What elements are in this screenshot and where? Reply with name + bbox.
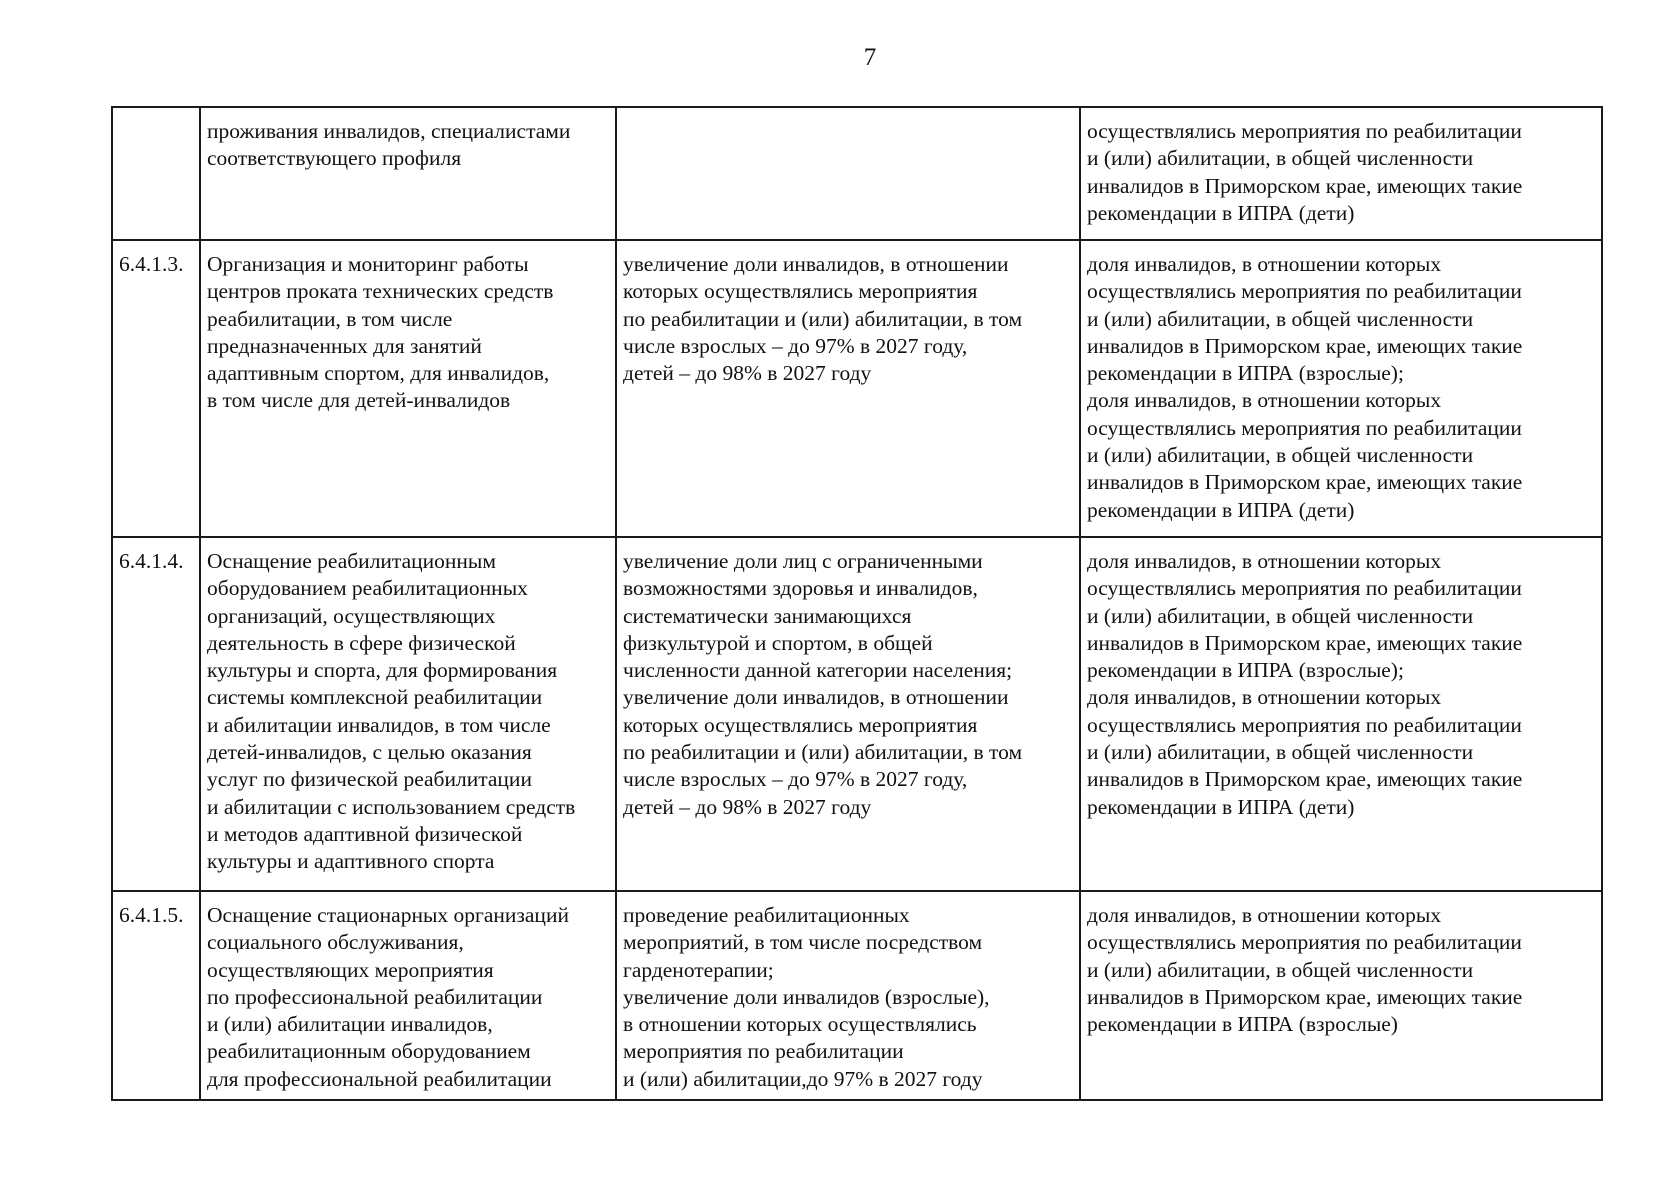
activity-cell: Организация и мониторинг работы центров проката технических средств реабилитации, в том числе предназначенных для занятий адаптивным спортом, для инвалидов, в том числе для детей-инвалидов xyxy=(200,240,616,537)
result-cell: увеличение доли инвалидов, в отношении которых осуществлялись мероприятия по реабилитации и (или) абилитации, в том числе взрослых – до 97% в 2027 году, детей – до 98% в 2027 году xyxy=(616,240,1080,537)
table-row xyxy=(112,107,1602,240)
indicator-cell: доля инвалидов, в отношении которых осуществлялись мероприятия по реабилитации и (или) абилитации, в общей численности инвалидов в Приморском крае, имеющих такие рекомендации в ИПРА (взрослые); доля инвалидов, в отношении которых осуществлялись мероприятия по реабилитации и (или) абилитации, в общей численности инвалидов в Приморском крае, имеющих такие рекомендации в ИПРА (дети) xyxy=(1080,537,1602,891)
row-number: 6.4.1.5. xyxy=(112,891,200,1100)
table-row xyxy=(112,537,1602,891)
table-row xyxy=(112,891,1602,1100)
activity-cell: проживания инвалидов, специалистами соответствующего профиля xyxy=(200,107,616,240)
result-cell xyxy=(616,107,1080,240)
indicator-cell: осуществлялись мероприятия по реабилитации и (или) абилитации, в общей численности инвалидов в Приморском крае, имеющих такие рекомендации в ИПРА (дети) xyxy=(1080,107,1602,240)
activity-cell: Оснащение реабилитационным оборудованием реабилитационных организаций, осуществляющих деятельность в сфере физической культуры и спорта, для формирования системы комплексной реабилитации и абилитации инвалидов, в том числе детей-инвалидов, с целью оказания услуг по физической реабилитации и абилитации с использованием средств и методов адаптивной физической культуры и адаптивного спорта xyxy=(200,537,616,891)
result-cell: увеличение доли лиц с ограниченными возможностями здоровья и инвалидов, систематически занимающихся физкультурой и спортом, в общей численности данной категории населения; увеличение доли инвалидов, в отношении которых осуществлялись мероприятия по реабилитации и (или) абилитации, в том числе взрослых – до 97% в 2027 году, детей – до 98% в 2027 году xyxy=(616,537,1080,891)
activity-cell: Оснащение стационарных организаций социального обслуживания, осуществляющих мероприятия по профессиональной реабилитации и (или) абилитации инвалидов, реабилитационным оборудованием для профессиональной реабилитации xyxy=(200,891,616,1100)
measures-table xyxy=(111,106,1603,1101)
indicator-cell: доля инвалидов, в отношении которых осуществлялись мероприятия по реабилитации и (или) абилитации, в общей численности инвалидов в Приморском крае, имеющих такие рекомендации в ИПРА (взрослые); доля инвалидов, в отношении которых осуществлялись мероприятия по реабилитации и (или) абилитации, в общей численности инвалидов в Приморском крае, имеющих такие рекомендации в ИПРА (дети) xyxy=(1080,240,1602,537)
page-number: 7 xyxy=(863,44,877,71)
row-number: 6.4.1.3. xyxy=(112,240,200,537)
indicator-cell: доля инвалидов, в отношении которых осуществлялись мероприятия по реабилитации и (или) абилитации, в общей численности инвалидов в Приморском крае, имеющих такие рекомендации в ИПРА (взрослые) xyxy=(1080,891,1602,1100)
table-row xyxy=(112,240,1602,537)
row-number: 6.4.1.4. xyxy=(112,537,200,891)
row-number xyxy=(112,107,200,240)
result-cell: проведение реабилитационных мероприятий, в том числе посредством гарденотерапии; увеличение доли инвалидов (взрослые), в отношении которых осуществлялись мероприятия по реабилитации и (или) абилитации,до 97% в 2027 году xyxy=(616,891,1080,1100)
